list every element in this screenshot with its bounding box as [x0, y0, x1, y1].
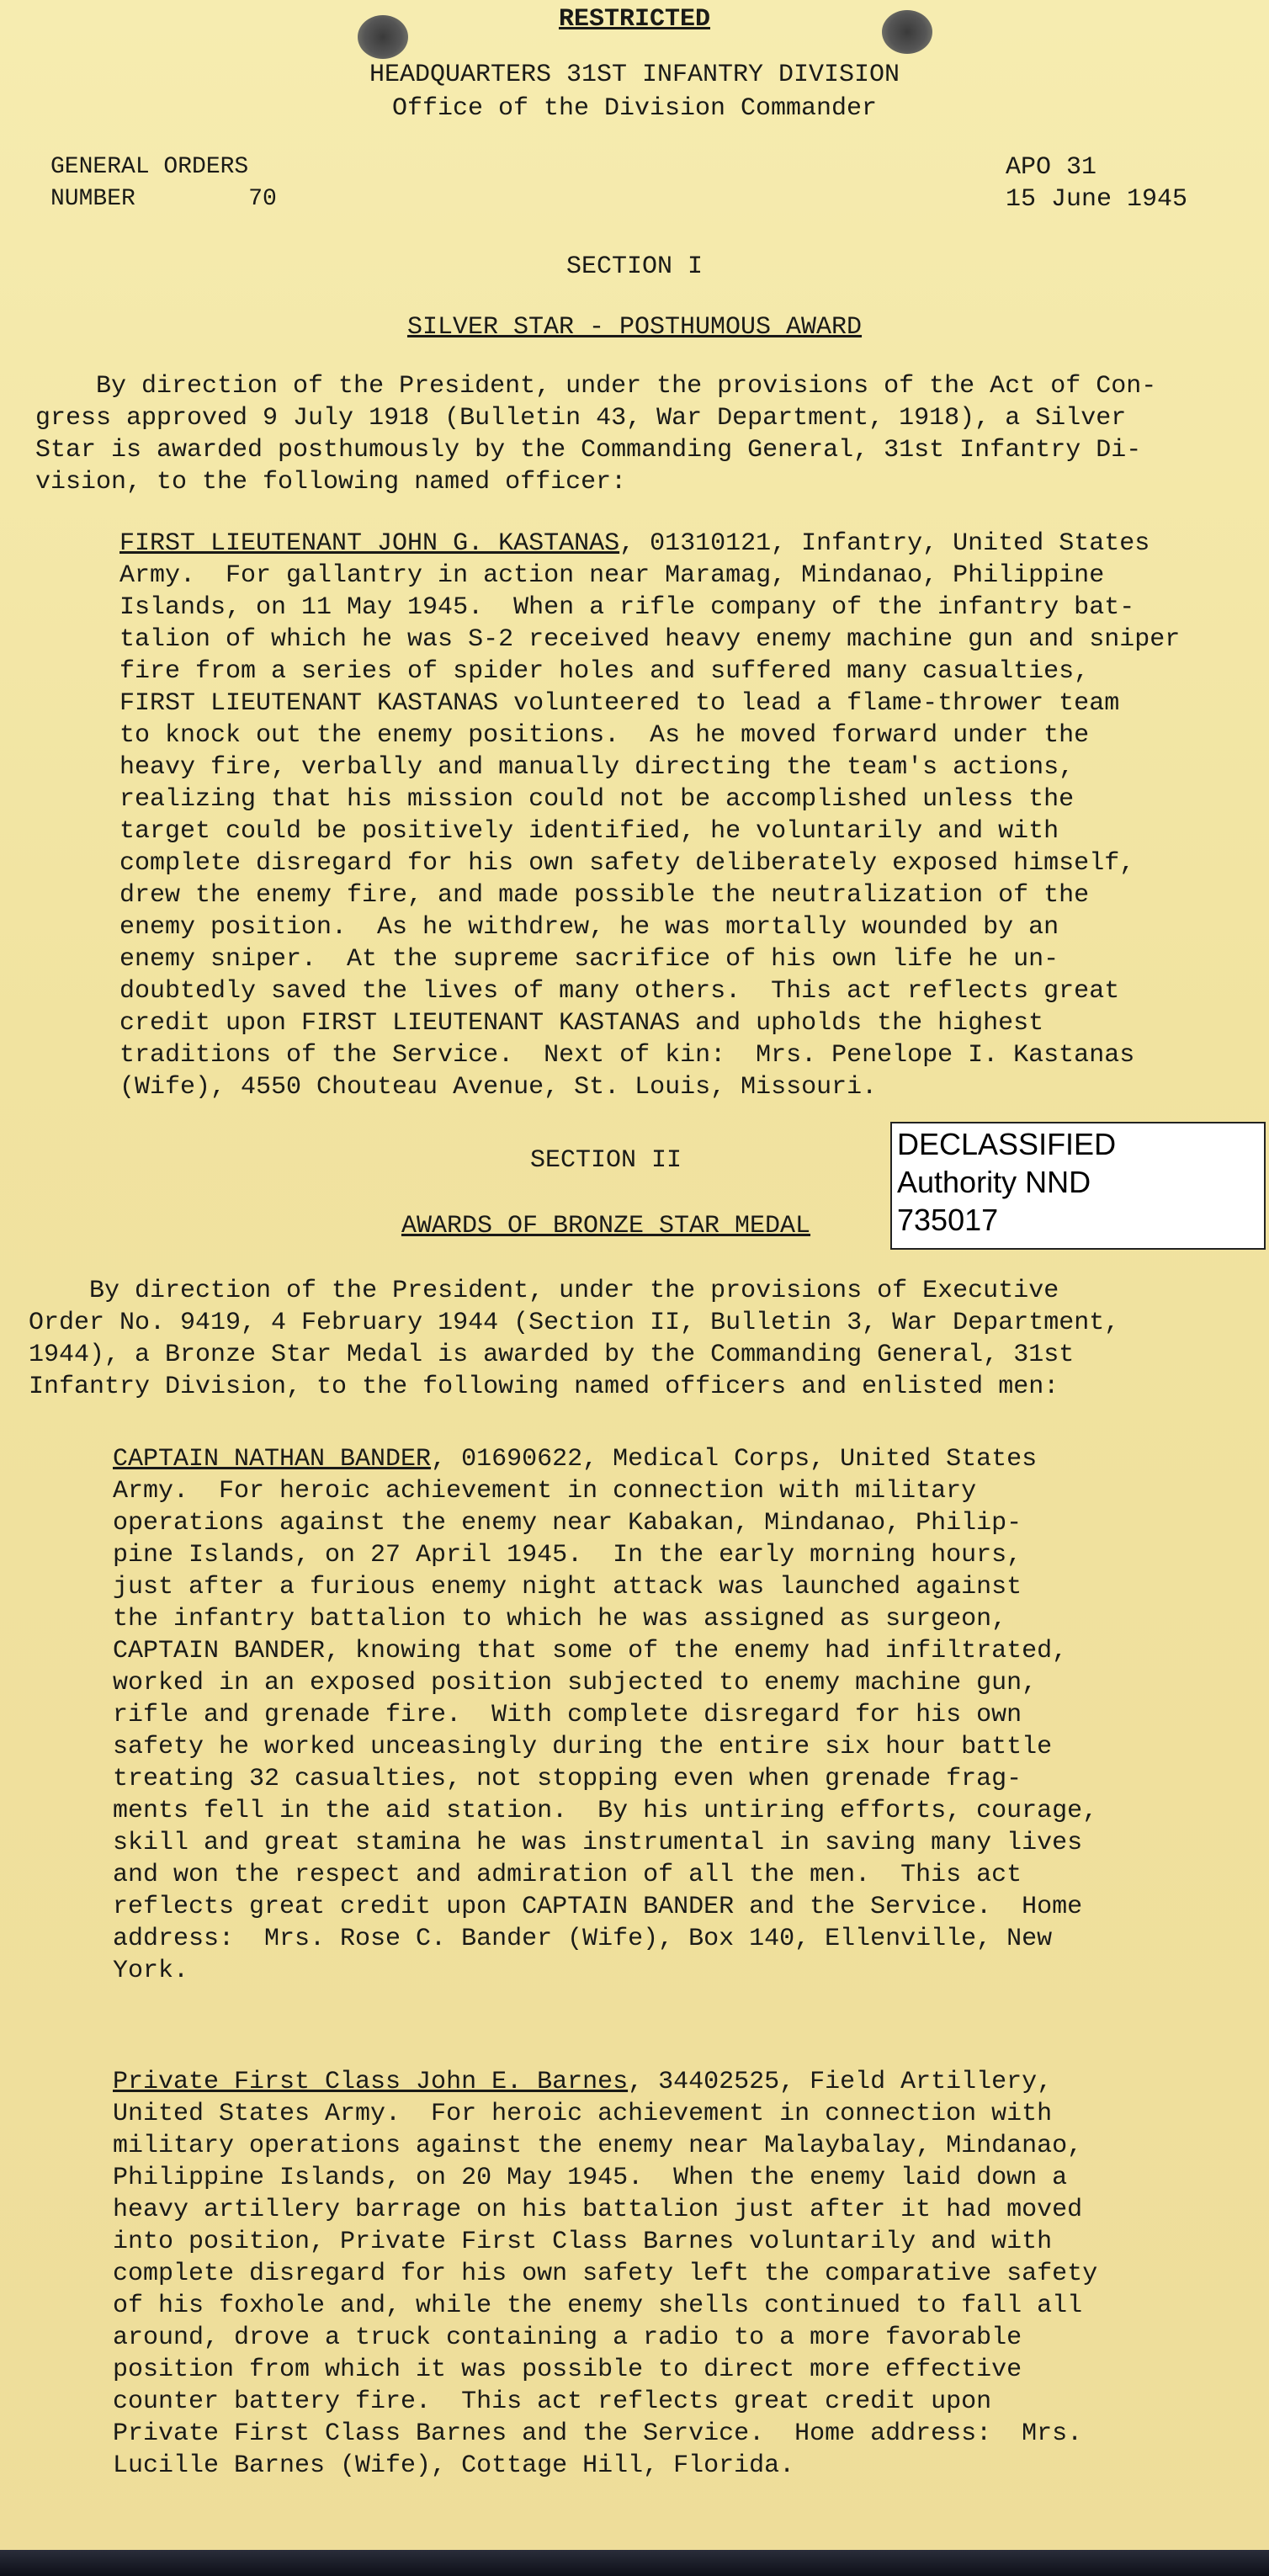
text-line: ments fell in the aid station. By his untiring efforts, courage, [113, 1797, 1098, 1825]
text-line: Private First Class Barnes and the Service. Home address: Mrs. [113, 2419, 1083, 2448]
text-line: Private First Class John E. Barnes, 34402525, Field Artillery, [113, 2068, 1053, 2096]
citation-kastanas [119, 528, 1180, 1103]
text-line: Order No. 9419, 4 February 1944 (Section II, Bulletin 3, War Department, [29, 1309, 1120, 1337]
apo-date-block [1006, 151, 1187, 215]
citation-name: CAPTAIN NATHAN BANDER [113, 1445, 432, 1474]
citation-name: FIRST LIEUTENANT JOHN G. KASTANAS [119, 529, 620, 558]
text-line: York. [113, 1957, 189, 1985]
text-line: enemy sniper. At the supreme sacrifice of his own life he un- [119, 945, 1059, 974]
text-line: target could be positively identified, he voluntarily and with [119, 817, 1059, 846]
text-line: and won the respect and admiration of all the men. This act [113, 1861, 1022, 1889]
declassified-number: 735017 [897, 1203, 999, 1237]
text-line: FIRST LIEUTENANT KASTANAS volunteered to lead a flame-thrower team [119, 689, 1120, 718]
text-line: United States Army. For heroic achievement in connection with [113, 2100, 1053, 2128]
text-line: Star is awarded posthumously by the Commanding General, 31st Infantry Di- [35, 436, 1142, 465]
text-line: vision, to the following named officer: [35, 468, 627, 497]
text-line: into position, Private First Class Barnes voluntarily and with [113, 2228, 1053, 2256]
text-line: By direction of the President, under the provisions of the Act of Con- [35, 372, 1157, 401]
text-line: CAPTAIN BANDER, knowing that some of the enemy had infiltrated, [113, 1637, 1068, 1665]
text-line: address: Mrs. Rose C. Bander (Wife), Box 140, Ellenville, New [113, 1925, 1053, 1953]
text-line: CAPTAIN NATHAN BANDER, 01690622, Medical Corps, United States [113, 1445, 1038, 1474]
section-2-intro [29, 1275, 1119, 1403]
text-line: traditions of the Service. Next of kin: Mrs. Penelope I. Kastanas [119, 1041, 1135, 1070]
text-line: Lucille Barnes (Wife), Cottage Hill, Florida. [113, 2451, 795, 2480]
general-orders-block [50, 151, 277, 215]
text-line: just after a furious enemy night attack was launched against [113, 1573, 1022, 1601]
text-line: gress approved 9 July 1918 (Bulletin 43, War Department, 1918), a Silver [35, 404, 1127, 433]
text-line: skill and great stamina he was instrumental in saving many lives [113, 1829, 1083, 1857]
classification-marking: RESTRICTED [558, 5, 711, 34]
text-line: FIRST LIEUTENANT JOHN G. KASTANAS, 01310121, Infantry, United States [119, 529, 1150, 558]
scan-background-edge [0, 2550, 1269, 2576]
office-subtitle: Office of the Division Commander [391, 94, 878, 123]
order-date: 15 June 1945 [1006, 185, 1188, 214]
text-line: realizing that his mission could not be accomplished unless the [119, 785, 1075, 814]
text-line: heavy artillery barrage on his battalion just after it had moved [113, 2196, 1083, 2224]
text-line: treating 32 casualties, not stopping even when grenade frag- [113, 1765, 1022, 1793]
headquarters-title: HEADQUARTERS 31ST INFANTRY DIVISION [369, 61, 900, 89]
text-line: talion of which he was S-2 received heavy enemy machine gun and sniper [119, 625, 1181, 654]
text-line: doubtedly saved the lives of many others. This act reflects great [119, 977, 1120, 1006]
text-line: reflects great credit upon CAPTAIN BANDER and the Service. Home [113, 1893, 1083, 1921]
text-line: credit upon FIRST LIEUTENANT KASTANAS and upholds the highest [119, 1009, 1044, 1038]
section-1-title: SECTION I [565, 252, 704, 281]
text-line: operations against the enemy near Kabakan, Mindanao, Philip- [113, 1509, 1022, 1538]
text-line: complete disregard for his own safety left the comparative safety [113, 2260, 1098, 2288]
text-line: the infantry battalion to which he was assigned as surgeon, [113, 1605, 1007, 1633]
citation-bander [113, 1443, 1097, 1987]
section-2-title: SECTION II [529, 1146, 682, 1175]
text-line: fire from a series of spider holes and suffered many casualties, [119, 657, 1090, 686]
text-line: around, drove a truck containing a radio to a more favorable [113, 2324, 1022, 2352]
text-line: Army. For gallantry in action near Maramag, Mindanao, Philippine [119, 561, 1105, 590]
text-line: worked in an exposed position subjected to enemy machine gun, [113, 1669, 1038, 1697]
section-2-award-title: AWARDS OF BRONZE STAR MEDAL [401, 1212, 811, 1240]
citation-barnes [113, 2066, 1097, 2482]
text-line: military operations against the enemy near Malaybalay, Mindanao, [113, 2132, 1083, 2160]
text-line: safety he worked unceasingly during the entire six hour battle [113, 1733, 1053, 1761]
text-line: (Wife), 4550 Chouteau Avenue, St. Louis, Missouri. [119, 1073, 878, 1102]
general-orders-label: GENERAL ORDERS [50, 154, 249, 180]
text-line: Army. For heroic achievement in connection with military [113, 1477, 977, 1506]
text-line: 1944), a Bronze Star Medal is awarded by the Commanding General, 31st [29, 1341, 1075, 1369]
text-line: of his foxhole and, while the enemy shells continued to fall all [113, 2292, 1083, 2320]
apo-number: APO 31 [1006, 153, 1097, 182]
text-line: position from which it was possible to direct more effective [113, 2356, 1022, 2384]
text-line: Infantry Division, to the following named officers and enlisted men: [29, 1373, 1059, 1401]
general-orders-number: NUMBER 70 [50, 186, 277, 212]
text-line: complete disregard for his own safety deliberately exposed himself, [119, 849, 1135, 878]
text-line: rifle and grenade fire. With complete disregard for his own [113, 1701, 1022, 1729]
citation-name: Private First Class John E. Barnes [113, 2068, 629, 2096]
text-line: By direction of the President, under the provisions of Executive [29, 1277, 1059, 1305]
text-line: to knock out the enemy positions. As he moved forward under the [119, 721, 1090, 750]
declassified-label: DECLASSIFIED [897, 1127, 1117, 1161]
text-line: enemy position. As he withdrew, he was mortally wounded by an [119, 913, 1059, 942]
text-line: Islands, on 11 May 1945. When a rifle company of the infantry bat- [119, 593, 1135, 622]
declassified-authority: Authority NND [897, 1165, 1091, 1199]
text-line: counter battery fire. This act reflects great credit upon [113, 2387, 992, 2416]
section-1-intro [35, 370, 1156, 498]
text-line: drew the enemy fire, and made possible the neutralization of the [119, 881, 1090, 910]
text-line: heavy fire, verbally and manually directing the team's actions, [119, 753, 1075, 782]
text-line: pine Islands, on 27 April 1945. In the early morning hours, [113, 1541, 1022, 1570]
section-1-award-title: SILVER STAR - POSTHUMOUS AWARD [406, 313, 863, 342]
text-line: Philippine Islands, on 20 May 1945. When the enemy laid down a [113, 2164, 1068, 2192]
